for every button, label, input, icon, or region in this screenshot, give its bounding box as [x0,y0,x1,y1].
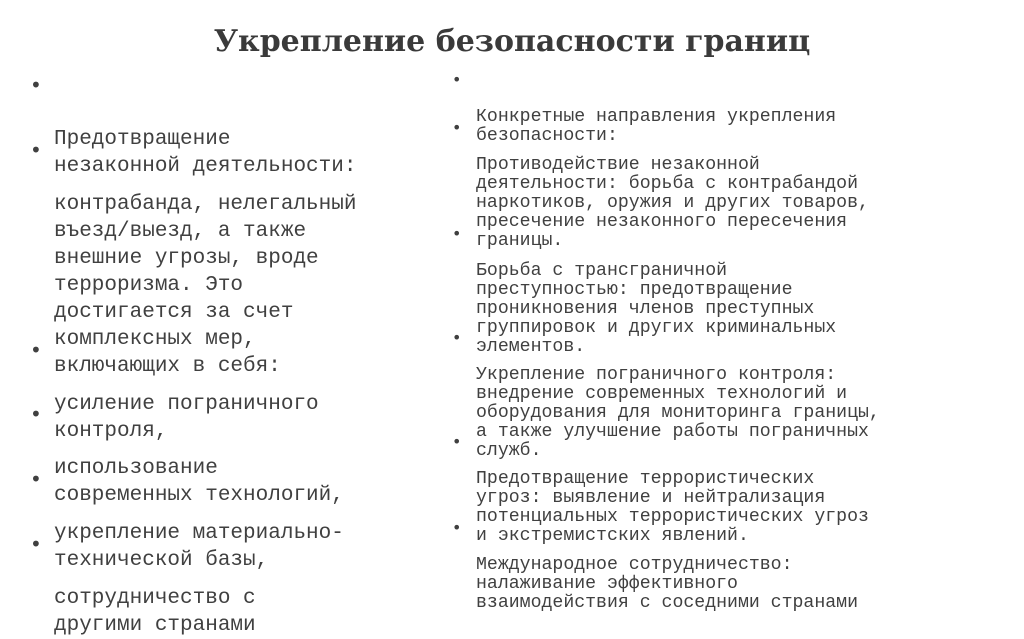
left-item-text: использование современных технологий, [54,457,344,507]
right-item-text: Укрепление пограничного контроля: внедрение современных технологий и оборудования для мониторинга границы, а также улучшение работы пограничных служб. [476,365,880,461]
bullet-icon: • [452,518,462,537]
bullet-icon: • [30,467,42,491]
left-item-text: контрабанда, нелегальный въезд/выезд, а также внешние угрозы, вроде терроризма. Это достигается за счет комплексных мер, включающих в себя: [54,193,357,378]
left-item-text: усиление пограничного контроля, [54,393,319,443]
bullet-icon: • [30,402,42,426]
slide-title: Укрепление безопасности границ [213,24,811,59]
bullet-icon: • [452,70,462,89]
right-item-text: Международное сотрудничество: налаживание эффективного взаимодействия с соседними странами [476,555,858,613]
left-item-cooperation [30,531,420,639]
right-item-text: Противодействие незаконной деятельности: борьба с контрабандой наркотиков, оружия и других товаров, пресечение незаконного пересечения границы. [476,155,869,251]
right-item-text: Конкретные направления укрепления безопасности: [476,107,837,146]
right-item-international [452,518,1012,613]
left-item-text: Предотвращение незаконной деятельности: [54,128,357,178]
bullet-icon: • [30,532,42,556]
bullet-icon: • [452,224,462,243]
right-item-text: Борьба с трансграничной преступностью: предотвращение проникновения членов преступных группировок и других криминальных элементов. [476,261,837,357]
bullet-icon: • [30,73,42,97]
bullet-icon: • [30,338,42,362]
left-item-text: сотрудничество с другими странами [54,587,256,637]
bullet-icon: • [452,118,462,137]
bullet-icon: • [452,432,462,451]
left-item-text: укрепление материально- технической базы, [54,522,344,572]
bullet-icon: • [30,138,42,162]
right-item-text: Предотвращение террористических угроз: выявление и нейтрализация потенциальных террористических угроз и экстремистских явлений. [476,469,869,546]
bullet-icon: • [452,328,462,347]
